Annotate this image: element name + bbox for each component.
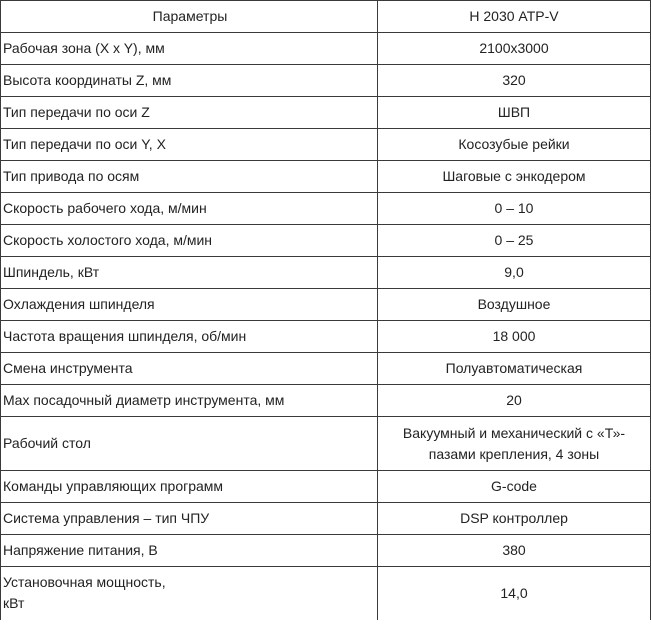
- table-row: [1, 193, 651, 225]
- param-cell: Max посадочный диаметр инструмента, мм: [1, 385, 378, 417]
- value-cell: 320: [378, 65, 651, 97]
- header-param-cell: Параметры: [1, 1, 378, 33]
- value-cell: 0 – 10: [378, 193, 651, 225]
- table-header-row: [1, 1, 651, 33]
- table-row: [1, 129, 651, 161]
- value-cell: ШВП: [378, 97, 651, 129]
- param-cell: [1, 567, 378, 620]
- table-row: [1, 503, 651, 535]
- param-cell: Рабочая зона (X x Y), мм: [1, 33, 378, 65]
- param-cell: Тип привода по осям: [1, 161, 378, 193]
- header-model-cell: Н 2030 ATP-V: [378, 1, 651, 33]
- param-line: кВт: [3, 595, 25, 612]
- param-cell: Напряжение питания, В: [1, 535, 378, 567]
- param-cell: Тип передачи по оси Y, X: [1, 129, 378, 161]
- param-cell: Смена инструмента: [1, 353, 378, 385]
- table-row: [1, 161, 651, 193]
- table-row: [1, 97, 651, 129]
- param-cell: Высота координаты Z, мм: [1, 65, 378, 97]
- table-row: [1, 471, 651, 503]
- value-cell: Шаговые с энкодером: [378, 161, 651, 193]
- table-row: [1, 33, 651, 65]
- param-cell: Охлаждения шпинделя: [1, 289, 378, 321]
- value-line: Вакуумный и механический с «Т»-: [402, 424, 626, 441]
- table-row: [1, 417, 651, 471]
- value-cell: [378, 417, 651, 471]
- table-row: [1, 353, 651, 385]
- value-cell: Воздушное: [378, 289, 651, 321]
- table-row: [1, 567, 651, 620]
- table-row: [1, 385, 651, 417]
- param-line: Установочная мощность,: [3, 574, 166, 591]
- param-cell: Тип передачи по оси Z: [1, 97, 378, 129]
- param-cell: Скорость рабочего хода, м/мин: [1, 193, 378, 225]
- table-row: [1, 321, 651, 353]
- value-cell: 9,0: [378, 257, 651, 289]
- value-cell: 14,0: [378, 567, 651, 620]
- param-cell: Система управления – тип ЧПУ: [1, 503, 378, 535]
- param-cell: Скорость холостого хода, м/мин: [1, 225, 378, 257]
- param-cell: Частота вращения шпинделя, об/мин: [1, 321, 378, 353]
- table-row: [1, 289, 651, 321]
- value-cell: 380: [378, 535, 651, 567]
- value-cell: 20: [378, 385, 651, 417]
- param-cell: Команды управляющих программ: [1, 471, 378, 503]
- table-row: [1, 257, 651, 289]
- value-cell: 0 – 25: [378, 225, 651, 257]
- table-row: [1, 65, 651, 97]
- value-cell: Полуавтоматическая: [378, 353, 651, 385]
- value-cell: G-code: [378, 471, 651, 503]
- table-row: [1, 535, 651, 567]
- value-cell: Косозубые рейки: [378, 129, 651, 161]
- value-cell: DSP контроллер: [378, 503, 651, 535]
- param-cell: Рабочий стол: [1, 417, 378, 471]
- table-row: [1, 225, 651, 257]
- value-cell: 2100x3000: [378, 33, 651, 65]
- value-cell: 18 000: [378, 321, 651, 353]
- param-cell: Шпиндель, кВт: [1, 257, 378, 289]
- value-line: пазами крепления, 4 зоны: [428, 445, 600, 462]
